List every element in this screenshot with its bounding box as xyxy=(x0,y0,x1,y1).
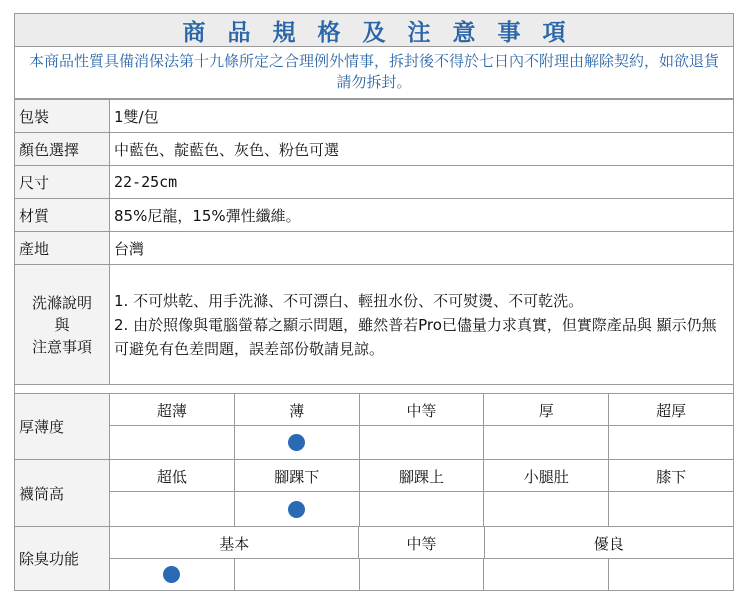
wash-instructions xyxy=(110,265,734,385)
spec-label: 尺寸 xyxy=(15,166,110,199)
spec-label: 包裝 xyxy=(15,100,110,133)
rating-option: 中等 xyxy=(359,394,484,425)
wash-label-line: 洗滌說明 xyxy=(31,293,92,312)
rating-option: 膝下 xyxy=(608,460,733,491)
rating-option: 小腿肚 xyxy=(483,460,608,491)
return-notice: 本商品性質具備消保法第十九條所定之合理例外情事，拆封後不得於七日內不附理由解除契約，如欲退貨請勿拆封。 xyxy=(14,47,734,99)
rating-option: 超厚 xyxy=(608,394,733,425)
wash-label xyxy=(15,265,110,385)
wash-label-line: 注意事項 xyxy=(31,337,92,356)
rating-sock-height xyxy=(15,459,733,526)
rating-option: 薄 xyxy=(234,394,359,425)
wash-label-line: 與 xyxy=(54,315,70,334)
rating-deodorant xyxy=(15,526,733,590)
spec-value: 22-25cm xyxy=(110,166,734,199)
divider xyxy=(14,385,734,393)
spec-row-colors xyxy=(15,133,734,166)
selected-marker-dot xyxy=(163,566,180,583)
spec-value: 1雙/包 xyxy=(110,100,734,133)
spec-row-packaging xyxy=(15,100,734,133)
rating-option: 腳踝下 xyxy=(234,460,359,491)
spec-row-wash xyxy=(15,265,734,385)
rating-table xyxy=(14,393,734,591)
spec-table xyxy=(14,99,734,385)
spec-value: 台灣 xyxy=(110,232,734,265)
rating-marker-row xyxy=(110,426,733,459)
spec-row-size xyxy=(15,166,734,199)
selected-marker-dot xyxy=(288,501,305,518)
rating-option: 超低 xyxy=(156,468,187,486)
rating-label: 襪筒高 xyxy=(15,460,110,526)
spec-label: 材質 xyxy=(15,199,110,232)
wash-item-2: 2. 由於照像與電腦螢幕之顯示問題，雖然普若Pro已儘量力求真實，但實際產品與 顯示仍無可避免有色差問題，誤差部份敬請見諒。 xyxy=(114,315,717,358)
rating-thickness xyxy=(15,393,733,459)
spec-row-material xyxy=(15,199,734,232)
rating-label: 除臭功能 xyxy=(15,527,110,590)
spec-value: 中藍色、靛藍色、灰色、粉色可選 xyxy=(110,133,734,166)
spec-label: 產地 xyxy=(15,232,110,265)
page-title: 商品規格及注意事項 xyxy=(14,13,734,47)
spec-label: 顏色選擇 xyxy=(15,133,110,166)
spec-row-origin xyxy=(15,232,734,265)
rating-option: 基本 xyxy=(219,535,250,553)
rating-option: 厚 xyxy=(483,394,608,425)
rating-option: 腳踝上 xyxy=(359,460,484,491)
rating-marker-row xyxy=(110,559,733,590)
rating-option: 優良 xyxy=(484,527,733,558)
wash-item-1: 1. 不可烘乾、用手洗滌、不可漂白、輕扭水份、不可熨燙、不可乾洗。 xyxy=(114,291,584,310)
selected-marker-dot xyxy=(288,434,305,451)
spec-sheet xyxy=(14,13,734,591)
rating-option: 超薄 xyxy=(156,402,187,420)
rating-option: 中等 xyxy=(358,527,483,558)
rating-marker-row xyxy=(110,492,733,526)
rating-label: 厚薄度 xyxy=(15,394,110,459)
spec-value: 85%尼龍，15%彈性纖維。 xyxy=(110,199,734,232)
